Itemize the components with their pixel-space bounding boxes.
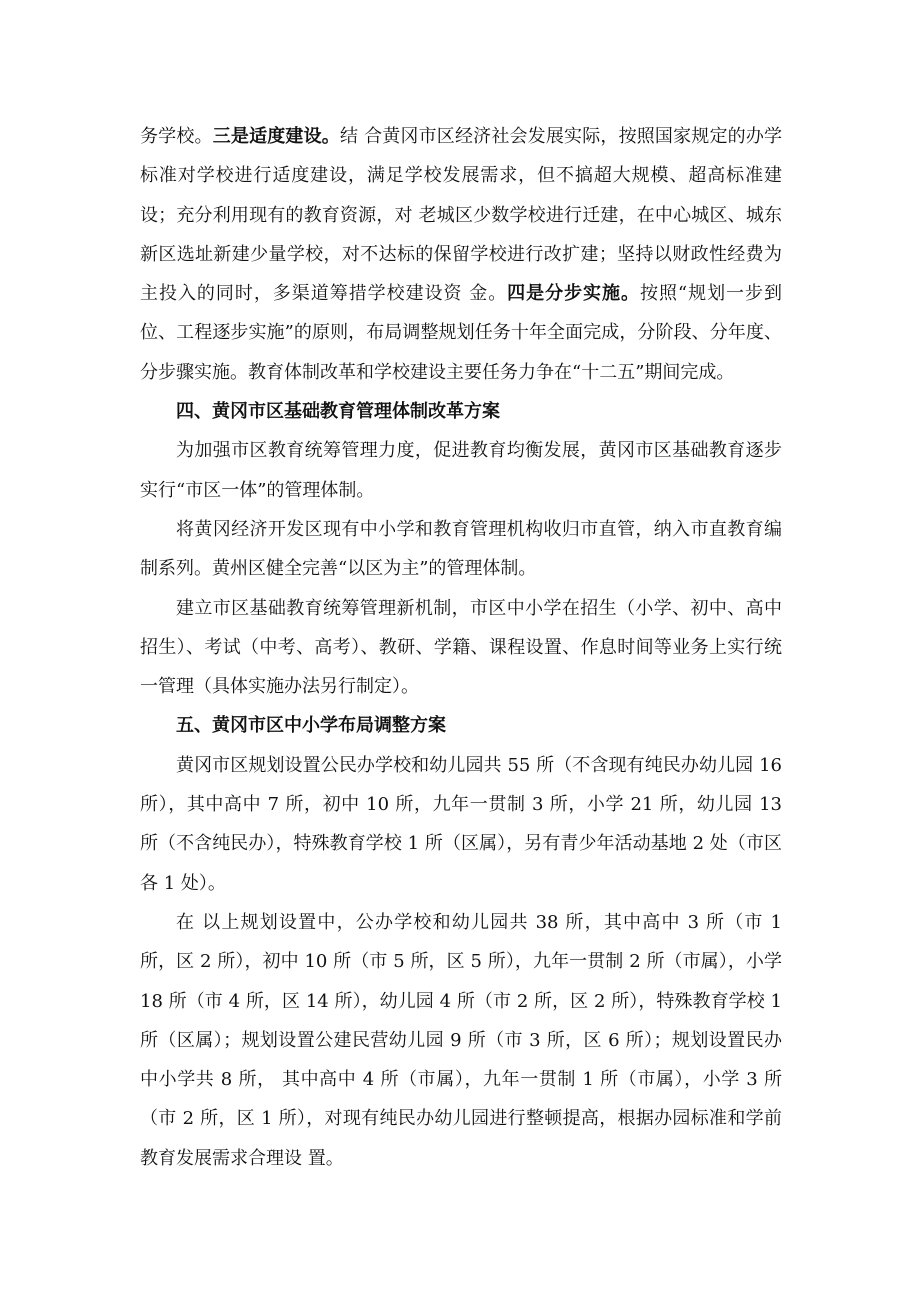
paragraph-coordination-mechanism: 建立市区基础教育统筹管理新机制，市区中小学在招生（小学、初中、高中招生）、考试（中考、高考）、教研、学籍、课程设置、作息时间等业务上实行统一管理（具体实施办法另行制定）。 (140, 597, 782, 698)
paragraph-management-intro: 为加强市区教育统筹管理力度，促进教育均衡发展，黄冈市区基础教育逐步实行“市区一体”的管理体制。 (140, 440, 782, 501)
text-run: 按照“规划一步到位、工程逐步实施”的原则，布局调整规划任务十年全面完成，分阶段、分年度、分步骤实施。教育体制改革和学校建设主要任务力争在“十二五”期间完成。 (140, 283, 782, 383)
paragraph-public-schools: 在 以上规划设置中，公办学校和幼儿园共 38 所，其中高中 3 所（市 1 所，区 2 所），初中 10 所（市 5 所，区 5 所），九年一贯制 2 所（市属），小学 18 所（市 4 所，区 14 所），幼儿园 4 所（市 2 所，区 2 所），特殊教育学校 1 所（区属）；规划设置公建民营幼儿园 9 所（市 3 所，区 6 所）；规划设置民办中小学共 8 所， 其中高中 4 所（市属），九年一贯制 1 所（市属），小学 3 所（市 2 所，区 1 所），对现有纯民办幼儿园进行整顿提高，根据办园标准和学前教育发展需求合理设 置。 (140, 911, 782, 1169)
paragraph-development-zone: 将黄冈经济开发区现有中小学和教育管理机构收归市直管，纳入市直教育编制系列。黄州区健全完善“以区为主”的管理体制。 (140, 518, 782, 580)
bold-phrase-phased-implementation: 四是分步实施。 (507, 283, 640, 305)
section-heading-5: 五、黄冈市区中小学布局调整方案 (176, 715, 446, 737)
document-page (140, 117, 782, 1178)
section-heading-4: 四、黄冈市区基础教育管理体制改革方案 (176, 401, 500, 423)
paragraph-school-construction (140, 117, 782, 392)
text-run: 务学校。 (140, 126, 213, 147)
text-run: 结 合黄冈市区经济社会发展实际，按照国家规定的办学标准对学校进行适度建设，满足学校发展需求，但不搞超大规模、超高标准建设；充分利用现有的教育资源，对 老城区少数学校进行迁建，在中心城区、城东新区选址新建少量学校，对不达标的保留学校进行改扩建；坚持以财政性经费为主投入的同时，多渠道筹措学校建设资 金。 (140, 126, 782, 305)
bold-phrase-moderate-construction: 三是适度建设。 (212, 126, 340, 147)
paragraph-school-count: 黄冈市区规划设置公民办学校和幼儿园共 55 所（不含现有纯民办幼儿园 16 所），其中高中 7 所，初中 10 所，九年一贯制 3 所，小学 21 所，幼儿园 13 所（不含纯民办），特殊教育学校 1 所（区属），另有青少年活动基地 2 处（市区各 1 处）。 (140, 754, 782, 894)
